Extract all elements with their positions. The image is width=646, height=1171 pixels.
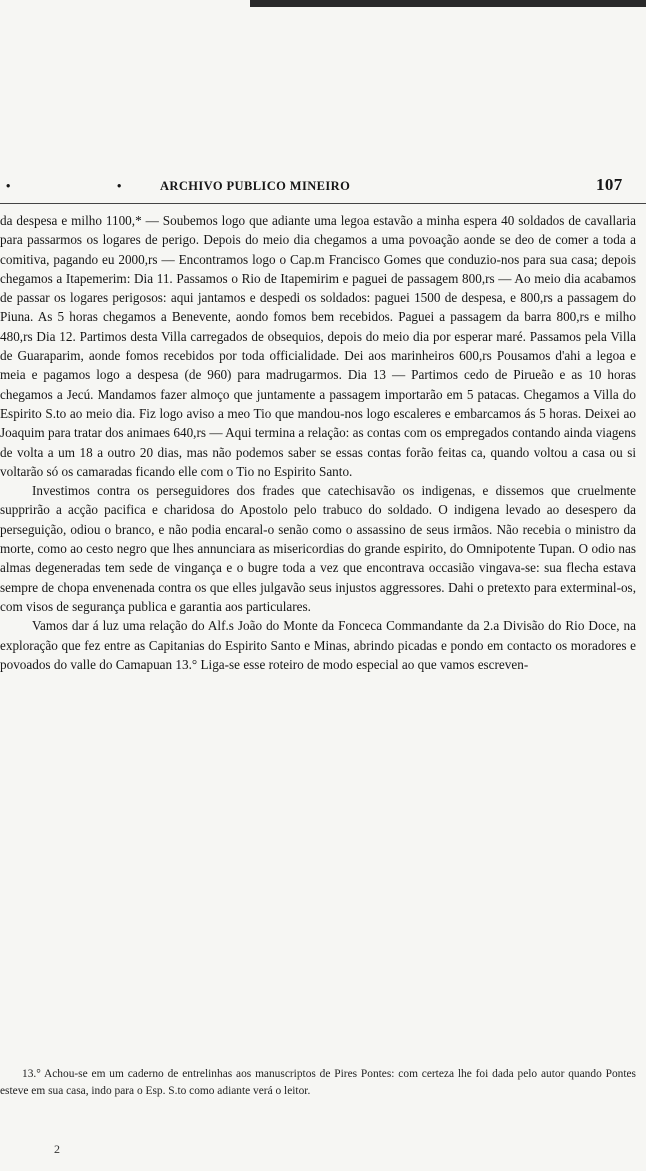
footnote-text: 13.° Achou-se em um caderno de entrelinhas aos manuscriptos de Pires Pontes: com certeza lhe foi dada pelo autor quando Pontes esteve em sua casa, indo para o Esp. S.to como adiante verá o leitor. [0,1068,636,1097]
running-title: ARCHIVO PUBLICO MINEIRO [160,179,351,193]
paragraph-relation: Vamos dar á luz uma relação do Alf.s João do Monte da Fonceca Commandante da 2.a Divisão do Rio Doce, na exploração que fez entre as Capitanias do Espirito Santo e Minas, abrindo picadas e pondo em contacto os moradores e povoados do valle do Camapuan 13.° Liga-se esse roteiro de modo especial ao que vamos escreven- [0,618,636,672]
header-rule [0,203,646,204]
page-header [0,176,646,200]
paragraph-indigenous: Investimos contra os perseguidores dos frades que catechisavão os indigenas, e dissemos que cruelmente supprirão a acção pacifica e charidosa do Apostolo pelo trabuco do soldado. O indigena levado ao desespero da perseguição, odiou o branco, e não podia encaral-o senão como o assassino de seus irmãos. Não recebia o ministro da morte, como ao cesto negro que lhes annunciara as misericordias do grande espirito, do Omnipotente Tupan. O odio nas almas degeneradas tem sede de vingança e o bugre toda a vez que encontrava occasião vingava-se: sua flecha estava sempre de chopa envenenada contra os que elles julgavão seus injustos aggressores. Dahi o pretexto para exterminal-os, com visos de segurança publica e garantia aos particulares. [0,483,636,614]
header-bullet: • [6,179,11,193]
paragraph-travel-log: da despesa e milho 1100,* — Soubemos logo que adiante uma legoa estavão a minha espera 40 soldados de cavallaria para passarmos os logares de perigo. Depois do meio dia chegamos a uma povoação aonde se deo de comer a toda a comitiva, pagando eu 2000,rs — Encontramos logo o Cap.m Francisco Gomes que conduzio-nos para sua casa; depois chegamos a Itapemerim: Dia 11. Passamos o Rio de Itapemirim e paguei de passagem 800,rs — Ao meio dia acabamos de passar os logares perigosos: aqui jantamos e despedi os soldados: paguei 1500 de despesa, e 800,rs a passagem do Piuna. As 5 horas chegamos a Benevente, aondo fomos bem recebidos. Paguei a passagem da barra 800,rs e milho 480,rs Dia 12. Partimos desta Villa carregados de obsequios, depois do meio dia por esperar maré. Passamos pela Villa de Guaraparim, aonde fomos recebidos por toda officialidade. Dei aos marinheiros 600,rs Pousamos d'ahi a legoa e meia e pagamos logo a despesa (de 960) para madrugarmos. Dia 13 — Partimos cedo de Pirueão e as 10 horas chegamos a Jecú. Mandamos fazer almoço que juntamente a passagem importarão em 5 patacas. Chegamos a Villa do Espirito S.to ao meio dia. Fiz logo aviso a meo Tio que mandou-nos logo escaleres e embarcamos ás 5 horas. Deixei ao Joaquim para tratar dos animaes 640,rs — Aqui termina a relação: as contas com os empregados contando ainda viagens de volta a um 18 a outro 20 dias, mas não podemos saber se essas contas forão feitas ca, quando voltou a casa ou si voltarão só os camaradas ficando elle com o Tio no Espirito Santo. [0,213,636,479]
top-edge-rule [250,0,646,7]
header-dot: • [117,179,122,193]
footnote [0,1066,636,1100]
body-text [0,211,636,674]
page-number: 107 [596,175,623,194]
page-mark: 2 [54,1142,60,1156]
